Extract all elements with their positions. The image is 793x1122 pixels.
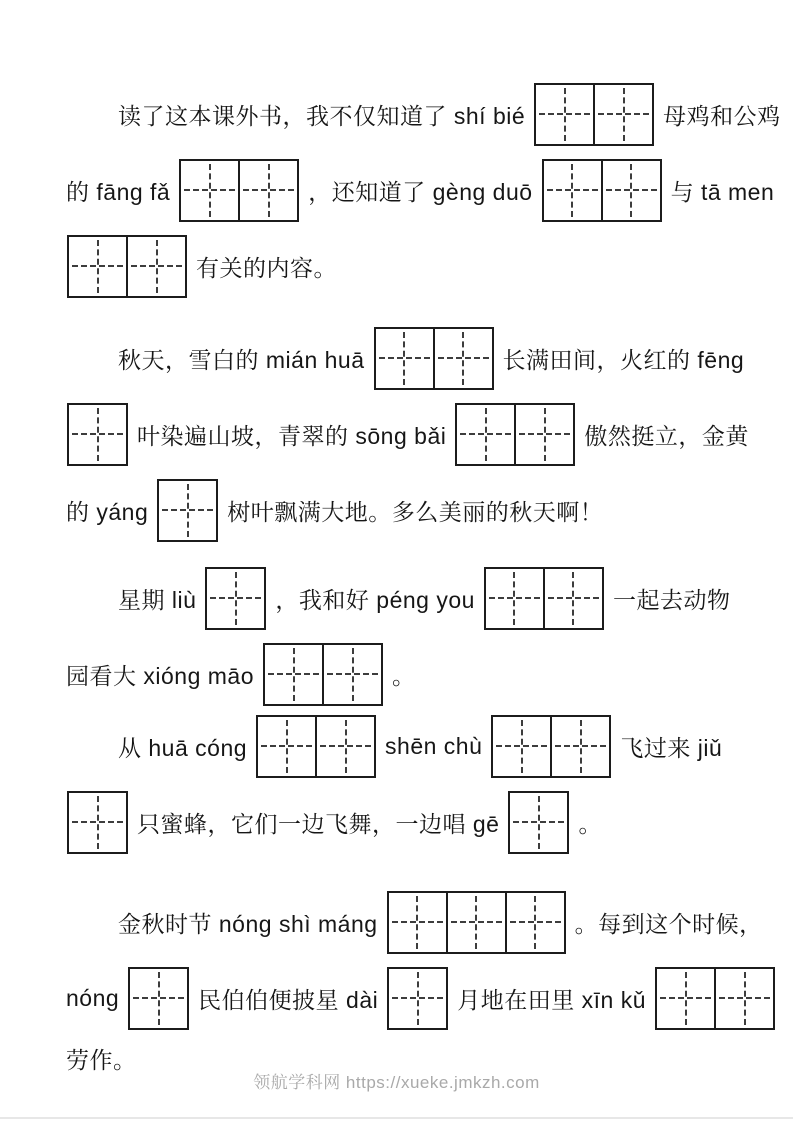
grid-cell[interactable] <box>315 717 374 776</box>
grid-cell[interactable] <box>181 161 238 220</box>
writing-grid[interactable] <box>128 967 189 1030</box>
writing-grid[interactable] <box>455 403 575 466</box>
text-segment: 劳作。 <box>66 1046 137 1073</box>
text-segment: 。 <box>392 662 416 689</box>
text-segment: 的 yáng <box>66 498 149 525</box>
worksheet-line <box>62 228 737 304</box>
text-segment: 叶染遍山坡，青翠的 sōng bǎi <box>137 422 447 449</box>
text-segment: 有关的内容。 <box>196 254 337 281</box>
writing-grid[interactable] <box>387 891 566 954</box>
grid-cell[interactable] <box>207 569 264 628</box>
writing-grid[interactable] <box>387 967 448 1030</box>
grid-cell[interactable] <box>486 569 543 628</box>
grid-cell[interactable] <box>493 717 550 776</box>
grid-cell[interactable] <box>550 717 609 776</box>
grid-cell[interactable] <box>126 237 185 296</box>
writing-grid[interactable] <box>205 567 266 630</box>
worksheet-line <box>62 76 781 152</box>
grid-cell[interactable] <box>514 405 573 464</box>
text-segment: 飞过来 jiǔ <box>620 734 723 761</box>
text-segment: ，还知道了 gèng duō <box>308 178 533 205</box>
grid-cell[interactable] <box>510 793 567 852</box>
worksheet-line <box>62 960 737 1036</box>
text-segment: 树叶飘满大地。多么美丽的秋天啊！ <box>227 498 604 525</box>
grid-cell[interactable] <box>376 329 433 388</box>
footer-watermark <box>0 1068 793 1093</box>
text-segment: 秋天，雪白的 mián huā <box>118 346 365 373</box>
paragraph <box>62 320 749 548</box>
writing-grid[interactable] <box>508 791 569 854</box>
worksheet-line <box>62 784 737 860</box>
text-segment: 母鸡和公鸡 <box>663 102 781 129</box>
writing-grid[interactable] <box>484 567 604 630</box>
text-segment: 长满田间，火红的 fēng <box>502 346 745 373</box>
grid-cell[interactable] <box>69 237 126 296</box>
page-bottom-divider <box>0 1117 793 1119</box>
text-segment: 民伯伯便披星 dài <box>198 986 379 1013</box>
paragraph <box>62 884 763 1080</box>
grid-cell[interactable] <box>714 969 773 1028</box>
writing-grid[interactable] <box>263 643 383 706</box>
worksheet-line <box>62 472 737 548</box>
text-segment: ，我和好 péng you <box>275 586 475 613</box>
worksheet-line <box>62 152 775 228</box>
footer-text: 领航学科网 https://xueke.jmkzh.com <box>253 1073 540 1092</box>
worksheet-line <box>62 320 745 396</box>
grid-cell[interactable] <box>69 405 126 464</box>
grid-cell[interactable] <box>446 893 505 952</box>
text-segment: shēn chù <box>385 732 483 759</box>
worksheet-line <box>62 708 737 784</box>
grid-cell[interactable] <box>433 329 492 388</box>
grid-cell[interactable] <box>544 161 601 220</box>
grid-cell[interactable] <box>130 969 187 1028</box>
writing-grid[interactable] <box>67 791 128 854</box>
text-segment: 傲然挺立，金黄 <box>584 422 749 449</box>
grid-cell[interactable] <box>657 969 714 1028</box>
writing-grid[interactable] <box>542 159 662 222</box>
grid-cell[interactable] <box>536 85 593 144</box>
grid-cell[interactable] <box>258 717 315 776</box>
text-segment: 一起去动物 <box>612 586 731 613</box>
grid-cell[interactable] <box>265 645 322 704</box>
grid-cell[interactable] <box>159 481 216 540</box>
text-segment: 月地在田里 xīn kǔ <box>457 986 647 1013</box>
writing-grid[interactable] <box>491 715 611 778</box>
writing-grid[interactable] <box>374 327 494 390</box>
text-segment: 与 tā men <box>670 178 775 205</box>
grid-cell[interactable] <box>238 161 297 220</box>
writing-grid[interactable] <box>157 479 218 542</box>
writing-grid[interactable] <box>534 83 654 146</box>
text-segment: 园看大 xióng māo <box>66 662 255 689</box>
text-segment: 。 <box>578 810 602 837</box>
text-segment: 读了这本课外书，我不仅知道了 shí bié <box>118 102 526 129</box>
grid-cell[interactable] <box>543 569 602 628</box>
writing-grid[interactable] <box>179 159 299 222</box>
grid-cell[interactable] <box>593 85 652 144</box>
text-segment: 只蜜蜂，它们一边飞舞，一边唱 gē <box>137 810 500 837</box>
paragraph <box>62 76 781 304</box>
text-segment: nóng <box>66 984 120 1011</box>
grid-cell[interactable] <box>601 161 660 220</box>
text-segment: 星期 liù <box>118 586 197 613</box>
text-segment: 从 huā cóng <box>118 734 248 761</box>
worksheet-line <box>62 396 749 472</box>
worksheet-line <box>62 636 737 712</box>
grid-cell[interactable] <box>457 405 514 464</box>
writing-grid[interactable] <box>67 403 128 466</box>
grid-cell[interactable] <box>389 969 446 1028</box>
text-segment: 金秋时节 nóng shì máng <box>118 910 378 937</box>
grid-cell[interactable] <box>505 893 564 952</box>
writing-grid[interactable] <box>67 235 187 298</box>
writing-grid[interactable] <box>256 715 376 778</box>
paragraph <box>62 560 737 712</box>
grid-cell[interactable] <box>322 645 381 704</box>
grid-cell[interactable] <box>69 793 126 852</box>
text-segment: 。每到这个时候， <box>574 910 763 937</box>
worksheet-line <box>62 884 763 960</box>
writing-grid[interactable] <box>655 967 775 1030</box>
text-segment: 的 fāng fǎ <box>66 178 171 205</box>
grid-cell[interactable] <box>389 893 446 952</box>
worksheet-line <box>62 560 737 636</box>
paragraph <box>62 708 737 860</box>
